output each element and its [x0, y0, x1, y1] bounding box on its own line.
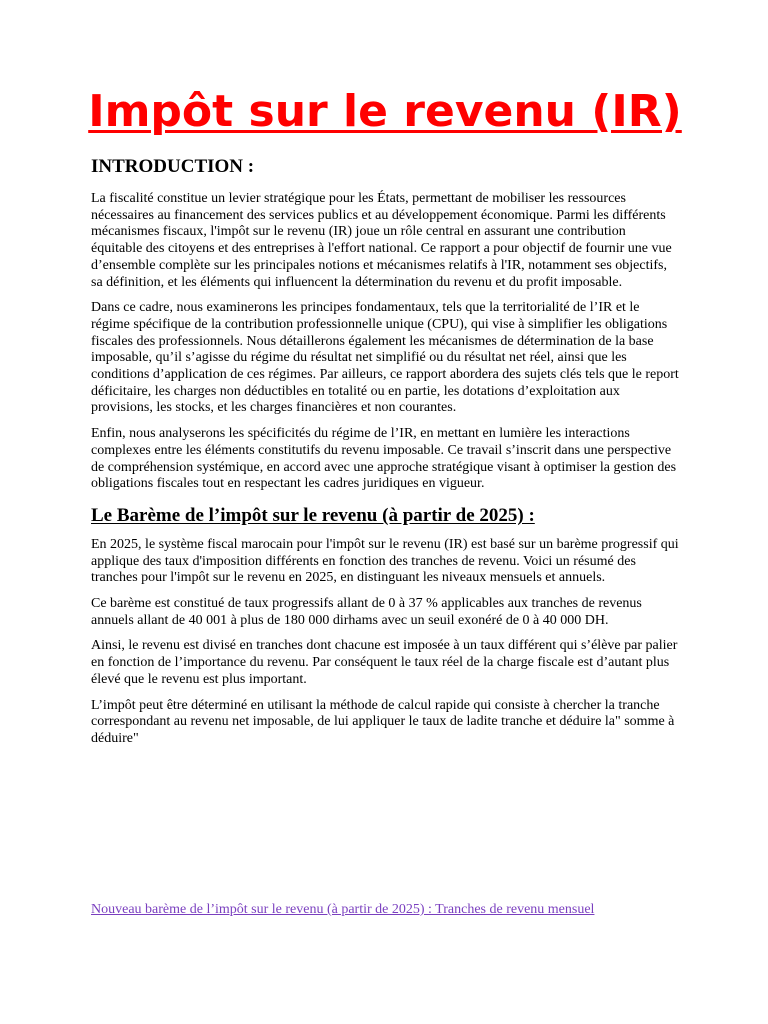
document-page — [88, 0, 682, 917]
bareme-heading: Le Barème de l’impôt sur le revenu (à partir de 2025) : — [91, 504, 535, 526]
intro-paragraph-1: La fiscalité constitue un levier stratégique pour les États, permettant de mobiliser les ressources nécessaires au financement des services publics et au développement économique. Parmi les différents mécanismes fiscaux, l'impôt sur le revenu (IR) joue un rôle central en assurant une contribution équitable des citoyens et des entreprises à l'effort national. Ce rapport a pour objectif de fournir une vue d’ensemble complète sur les principales notions et mécanismes relatifs à l'IR, notamment ses objectifs, sa définition, et les éléments qui influencent la détermination du revenu et du profit imposable. — [91, 191, 672, 290]
intro-paragraph-2: Dans ce cadre, nous examinerons les principes fondamentaux, tels que la territorialité de l’IR et le régime spécifique de la contribution professionnelle unique (CPU), qui vise à simplifier les obligations fiscales des professionnels. Nous détaillerons également les mécanismes de détermination de la base imposable, qu’il s’agisse du régime du résultat net simplifié ou du résultat net réel, ainsi que les conditions d’application de ces régimes. Par ailleurs, ce rapport abordera des sujets clés tels que le report déficitaire, les charges non déductibles en totalité ou en partie, les dotations d’exploitation aux provisions, les stocks, et les charges financières et non courantes. — [91, 300, 679, 416]
bareme-paragraph-2: Ce barème est constitué de taux progressifs allant de 0 à 37 % applicables aux tranches de revenus annuels allant de 40 001 à plus de 180 000 dirhams avec un seuil exonéré de 0 à 40 000 DH. — [91, 596, 642, 628]
document-title: Impôt sur le revenu (IR) — [88, 86, 682, 137]
bareme-paragraph-1: En 2025, le système fiscal marocain pour l'impôt sur le revenu (IR) est basé sur un barème progressif qui applique des taux d'imposition différents en fonction des tranches de revenu. Voici un résumé des tranches pour l'impôt sur le revenu en 2025, en distinguant les niveaux mensuels et annuels. — [91, 536, 679, 586]
intro-heading: INTRODUCTION : — [91, 156, 255, 177]
bareme-monthly-link[interactable]: Nouveau barème de l’impôt sur le revenu (à partir de 2025) : Tranches de revenu mensuel — [91, 902, 595, 917]
bareme-paragraph-4: L’impôt peut être déterminé en utilisant la méthode de calcul rapide qui consiste à chercher la tranche correspondant au revenu net imposable, de lui appliquer le taux de ladite tranche et déduire la" somme à déduire" — [91, 697, 675, 746]
bareme-paragraph-3: Ainsi, le revenu est divisé en tranches dont chacune est imposée à un taux différent qui s’élève par palier en fonction de l’importance du revenu. Par conséquent le taux réel de la charge fiscale est d’autant plus élevé que le revenu est plus important. — [91, 638, 678, 687]
intro-paragraph-3: Enfin, nous analyserons les spécificités du régime de l’IR, en mettant en lumière les interactions complexes entre les éléments constitutifs du revenu imposable. Ce travail s’inscrit dans une perspective de compréhension systémique, en accord avec une approche stratégique visant à optimiser la gestion des obligations fiscales tout en respectant les cadres juridiques en vigueur. — [91, 426, 677, 492]
